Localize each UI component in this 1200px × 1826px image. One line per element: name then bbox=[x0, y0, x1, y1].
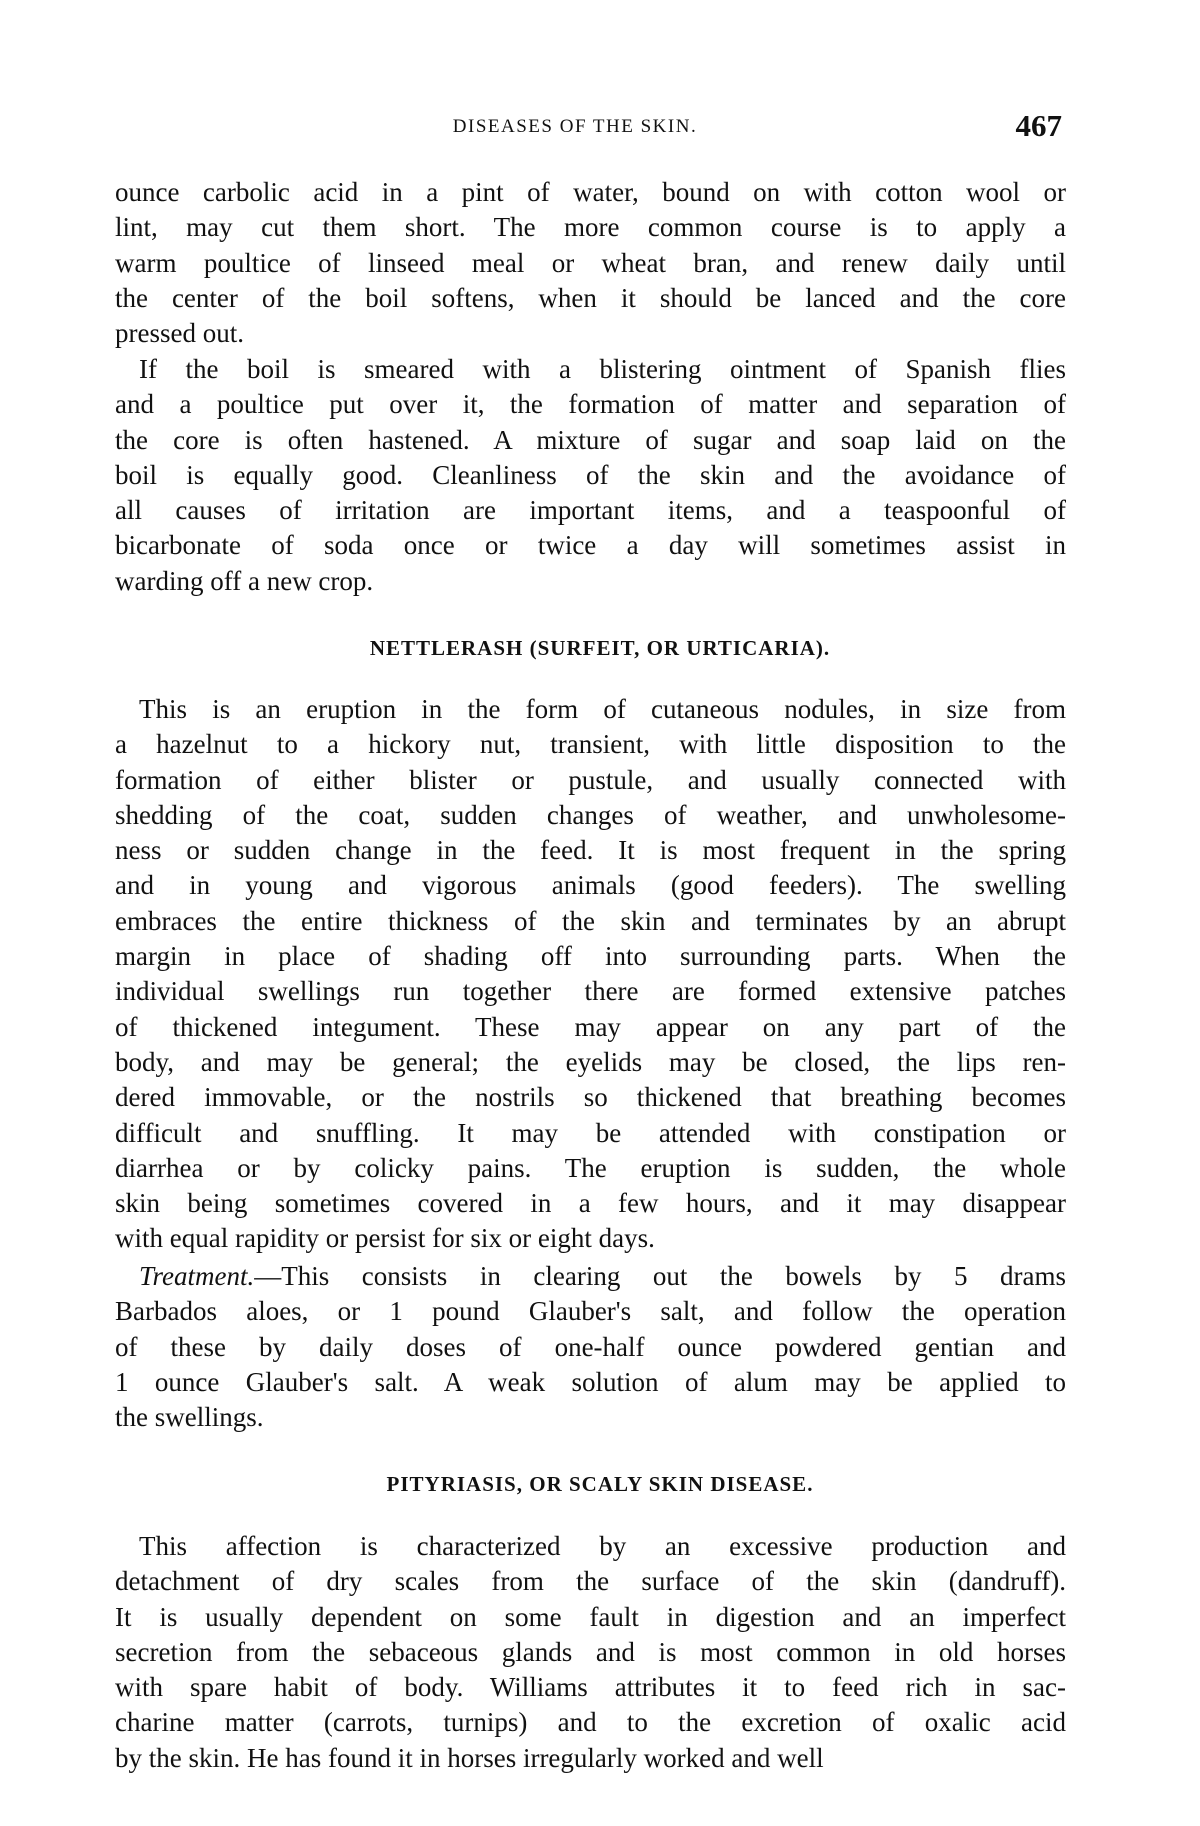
paragraph bbox=[115, 352, 1066, 599]
section-heading: PITYRIASIS, OR SCALY SKIN DISEASE. bbox=[386, 1472, 814, 1496]
paragraph bbox=[115, 1529, 1066, 1776]
running-head bbox=[0, 108, 1200, 144]
text-line: warm poultice of linseed meal or wheat bran, and renew daily until bbox=[115, 247, 1066, 278]
text-line: This affection is characterized by an excessive production and bbox=[139, 1531, 1066, 1561]
paragraph bbox=[115, 175, 1066, 351]
text-line: charine matter (carrots, turnips) and to the excretion of oxalic acid bbox=[115, 1707, 1066, 1738]
text-line: ness or sudden change in the feed. It is most frequent in the spring bbox=[115, 835, 1066, 866]
text-line: and a poultice put over it, the formation of matter and separation of bbox=[115, 389, 1066, 420]
text-line: the center of the boil softens, when it should be lanced and the core bbox=[115, 282, 1066, 313]
text-line: ounce carbolic acid in a pint of water, bound on with cotton wool or bbox=[115, 177, 1066, 207]
text-line: detachment of dry scales from the surface of the skin (dandruff). bbox=[115, 1566, 1066, 1597]
text-line: boil is equally good. Cleanliness of the skin and the avoidance of bbox=[115, 459, 1066, 490]
text-line: It is usually dependent on some fault in digestion and an imperfect bbox=[115, 1601, 1066, 1632]
text-line: a hazelnut to a hickory nut, transient, with little disposition to the bbox=[115, 729, 1066, 760]
text-line-rest: —This consists in clearing out the bowels by 5 drams bbox=[254, 1261, 1066, 1291]
text-line: This is an eruption in the form of cutaneous nodules, in size from bbox=[139, 694, 1066, 724]
running-head-title: DISEASES OF THE SKIN. bbox=[452, 116, 698, 137]
text-line: 1 ounce Glauber's salt. A weak solution of alum may be applied to bbox=[115, 1366, 1066, 1397]
text-line: difficult and snuffling. It may be attended with constipation or bbox=[115, 1117, 1066, 1148]
text-line: individual swellings run together there are formed extensive patches bbox=[115, 976, 1066, 1007]
text-line: all causes of irritation are important items, and a teaspoonful of bbox=[115, 495, 1066, 526]
text-line: with equal rapidity or persist for six or eight days. bbox=[115, 1223, 655, 1254]
section-heading: NETTLERASH (SURFEIT, OR URTICARIA). bbox=[369, 636, 831, 660]
text-line: shedding of the coat, sudden changes of weather, and unwholesome- bbox=[115, 799, 1066, 830]
text-line: If the boil is smeared with a blistering ointment of Spanish flies bbox=[139, 354, 1066, 384]
text-line: formation of either blister or pustule, and usually connected with bbox=[115, 764, 1066, 795]
text-line: margin in place of shading off into surrounding parts. When the bbox=[115, 941, 1066, 972]
text-line: warding off a new crop. bbox=[115, 565, 374, 596]
paragraph bbox=[115, 692, 1066, 1257]
text-line: embraces the entire thickness of the skin and terminates by an abrupt bbox=[115, 905, 1066, 936]
italic-lead: Treatment. bbox=[139, 1261, 255, 1291]
text-line: dered immovable, or the nostrils so thickened that breathing becomes bbox=[115, 1082, 1066, 1113]
text-line: skin being sometimes covered in a few hours, and it may disappear bbox=[115, 1188, 1066, 1219]
text-line: lint, may cut them short. The more common course is to apply a bbox=[115, 212, 1066, 243]
text-line: bicarbonate of soda once or twice a day will sometimes assist in bbox=[115, 530, 1066, 561]
text-line: the swellings. bbox=[115, 1402, 264, 1433]
text-line bbox=[115, 1259, 1066, 1294]
text-line: body, and may be general; the eyelids may be closed, the lips ren- bbox=[115, 1046, 1066, 1077]
text-line: with spare habit of body. Williams attributes it to feed rich in sac- bbox=[115, 1672, 1066, 1703]
text-line: the core is often hastened. A mixture of sugar and soap laid on the bbox=[115, 424, 1066, 455]
paragraph bbox=[115, 1259, 1066, 1435]
text-line: diarrhea or by colicky pains. The eruption is sudden, the whole bbox=[115, 1152, 1066, 1183]
page-number: 467 bbox=[1015, 108, 1062, 143]
text-line: of thickened integument. These may appear on any part of the bbox=[115, 1011, 1066, 1042]
text-line: Barbados aloes, or 1 pound Glauber's salt, and follow the operation bbox=[115, 1296, 1066, 1327]
text-line: pressed out. bbox=[115, 318, 244, 349]
text-line: and in young and vigorous animals (good feeders). The swelling bbox=[115, 870, 1066, 901]
text-line: of these by daily doses of one-half ounce powdered gentian and bbox=[115, 1331, 1066, 1362]
text-line: by the skin. He has found it in horses irregularly worked and well bbox=[115, 1742, 824, 1773]
text-line: secretion from the sebaceous glands and is most common in old horses bbox=[115, 1636, 1066, 1667]
